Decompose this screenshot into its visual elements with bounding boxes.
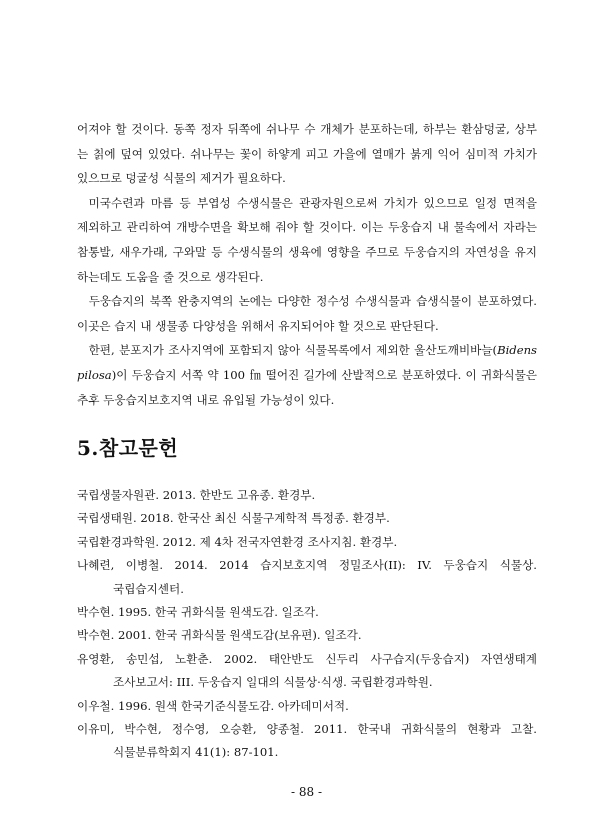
reference-text: 박수현. 1995. 한국 귀화식물 원색도감. 일조각. bbox=[77, 605, 319, 620]
paragraph-line: 제외하고 관리하여 개방수면을 확보해 줘야 할 것이다. 이는 두웅습지 내 물속에서 자라는 bbox=[77, 220, 537, 235]
species-name-genus: Bidens bbox=[497, 343, 537, 358]
reference-item bbox=[77, 695, 537, 718]
reference-text: 이우철. 1996. 원색 한국기준식물도감. 아카데미서적. bbox=[77, 698, 349, 713]
reference-text: 나혜련, 이병철. 2014. 2014 습지보호지역 정밀조사(II): IV. 두웅습지 식물상. bbox=[77, 558, 537, 573]
reference-item bbox=[77, 507, 537, 530]
reference-text: 국립생태원. 2018. 한국산 최신 식물구계학적 특정종. 환경부. bbox=[77, 511, 390, 526]
reference-item bbox=[77, 718, 537, 765]
paragraph-line: 추후 두웅습지보호지역 내로 유입될 가능성이 있다. bbox=[77, 392, 335, 407]
reference-text: 유영환, 송민섭, 노환춘. 2002. 태안반도 신두리 사구습지(두웅습지) 자연생태계 bbox=[77, 651, 537, 666]
paragraph-line: 는 칡에 덮여 있었다. 쉬나무는 꽃이 하얗게 피고 가을에 열매가 붉게 익어 심미적 가치가 bbox=[77, 146, 537, 161]
reference-text-continued: 조사보고서: III. 두웅습지 일대의 식물상·식생. 국립환경과학원. bbox=[113, 675, 433, 690]
paragraph-line bbox=[77, 363, 537, 388]
reference-text: 국립환경과학원. 2012. 제 4차 전국자연환경 조사지침. 환경부. bbox=[77, 534, 398, 549]
reference-item bbox=[77, 648, 537, 695]
reference-item bbox=[77, 484, 537, 507]
paragraph-line bbox=[77, 338, 537, 363]
reference-text-continued: 국립습지센터. bbox=[113, 581, 184, 596]
reference-text-continued: 식물분류학회지 41(1): 87-101. bbox=[113, 745, 279, 760]
reference-item bbox=[77, 601, 537, 624]
reference-item bbox=[77, 554, 537, 601]
section-title: 5.참고문헌 bbox=[77, 436, 179, 460]
reference-item bbox=[77, 624, 537, 647]
reference-list bbox=[77, 484, 537, 765]
body-text bbox=[77, 117, 537, 412]
paragraph-line: 이곳은 습지 내 생물종 다양성을 위해서 유지되어야 할 것으로 판단된다. bbox=[77, 318, 439, 333]
paragraph-line: 참통발, 새우가래, 구와말 등 수생식물의 생육에 영향을 주므로 두웅습지의 자연성을 유지 bbox=[77, 244, 537, 259]
reference-text: 박수현. 2001. 한국 귀화식물 원색도감(보유편). 일조각. bbox=[77, 628, 362, 643]
p4-line1-text: 한편, 분포지가 조사지역에 포함되지 않아 식물목록에서 제외한 울산도깨비바늘( bbox=[88, 343, 498, 358]
paragraph-line: 어져야 할 것이다. 동쪽 정자 뒤쪽에 쉬나무 수 개체가 분포하는데, 하부는 환삼덩굴, 상부 bbox=[77, 122, 537, 136]
reference-item bbox=[77, 531, 537, 554]
paragraph-line: 미국수련과 마름 등 부엽성 수생식물은 관광자원으로써 가치가 있으므로 일정 면적을 bbox=[88, 195, 537, 210]
page-number: - 88 - bbox=[290, 785, 322, 799]
paragraph-line: 있으므로 덩굴성 식물의 제거가 필요하다. bbox=[77, 171, 286, 186]
reference-text: 국립생물자원관. 2013. 한반도 고유종. 환경부. bbox=[77, 488, 316, 502]
species-name-epithet: pilosa bbox=[77, 367, 112, 382]
paragraph-line: 하는데도 도움을 줄 것으로 생각된다. bbox=[77, 269, 264, 284]
p4-line2-text: )이 두웅습지 서쪽 약 100 ㎙ 떨어진 길가에 산발적으로 분포하였다. 이 귀화식물은 bbox=[111, 367, 537, 382]
paragraph-line: 두웅습지의 북쪽 완충지역의 논에는 다양한 정수성 수생식물과 습생식물이 분포하였다. bbox=[88, 294, 537, 309]
reference-text: 이유미, 박수현, 정수영, 오승환, 양종철. 2011. 한국내 귀화식물의 현황과 고찰. bbox=[77, 722, 537, 737]
